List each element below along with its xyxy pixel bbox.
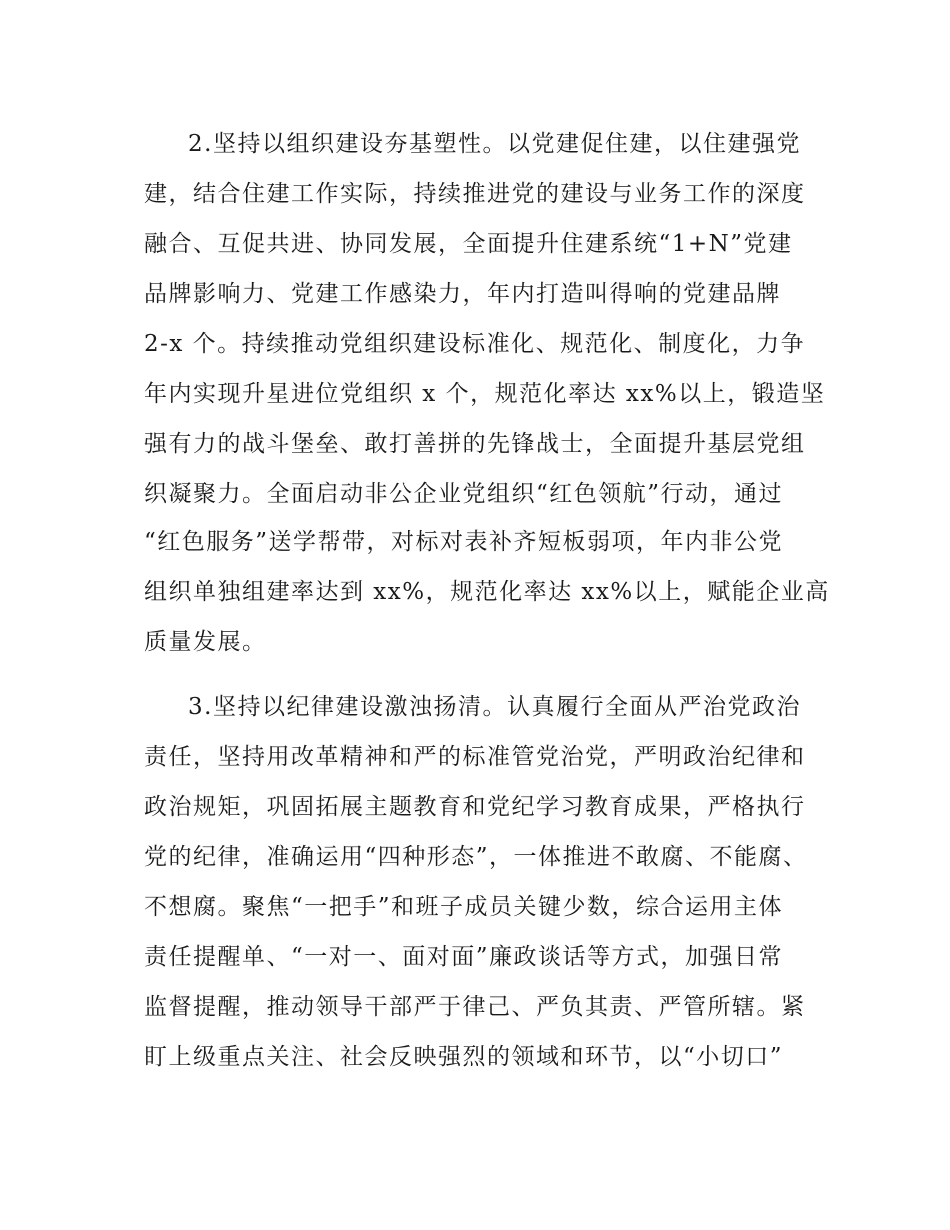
paragraph-2-line-2: 建，结合住建工作实际，持续推进党的建设与业务工作的深度 <box>144 181 806 207</box>
paragraph-2-line-4: 品牌影响力、党建工作感染力，年内打造叫得响的党建品牌 <box>144 281 781 307</box>
paragraph-3-line-7: 监督提醒，推动领导干部严于律己、严负其责、严管所辖。紧 <box>144 994 806 1020</box>
paragraph-3-line-1: 3.坚持以纪律建设激浊扬清。认真履行全面从严治党政治 <box>188 694 801 720</box>
paragraph-3-line-6: 责任提醒单、“一对一、面对面”廉政谈话等方式，加强日常 <box>144 944 784 970</box>
paragraph-3-line-3: 政治规矩，巩固拓展主题教育和党纪学习教育成果，严格执行 <box>144 794 806 820</box>
paragraph-3-line-4: 党的纪律，准确运用“四种形态”，一体推进不敢腐、不能腐、 <box>144 844 808 870</box>
paragraph-3-line-5: 不想腐。聚焦“一把手”和班子成员关键少数，综合运用主体 <box>144 894 784 920</box>
paragraph-3-line-8: 盯上级重点关注、社会反映强烈的领域和环节，以“小切口” <box>144 1044 784 1070</box>
paragraph-2-line-5: 2-x 个。持续推动党组织建设标准化、规范化、制度化，力争 <box>144 331 806 357</box>
paragraph-2-line-10: 组织单独组建率达到 xx%，规范化率达 xx%以上，赋能企业高 <box>144 579 830 605</box>
paragraph-2-line-9: “红色服务”送学帮带，对标对表补齐短板弱项，年内非公党 <box>144 529 784 555</box>
paragraph-2-line-8: 织凝聚力。全面启动非公企业党组织“红色领航”行动，通过 <box>144 481 784 507</box>
paragraph-3-line-2: 责任，坚持用改革精神和严的标准管党治党，严明政治纪律和 <box>144 744 806 770</box>
paragraph-2-line-1: 2.坚持以组织建设夯基塑性。以党建促住建，以住建强党 <box>188 131 801 157</box>
paragraph-2-line-11: 质量发展。 <box>144 629 267 655</box>
paragraph-2-line-3: 融合、互促共进、协同发展，全面提升住建系统“1+N”党建 <box>144 231 793 257</box>
paragraph-2-line-7: 强有力的战斗堡垒、敢打善拼的先锋战士，全面提升基层党组 <box>144 431 806 457</box>
paragraph-2-line-6: 年内实现升星进位党组织 x 个，规范化率达 xx%以上，锻造坚 <box>144 381 826 407</box>
